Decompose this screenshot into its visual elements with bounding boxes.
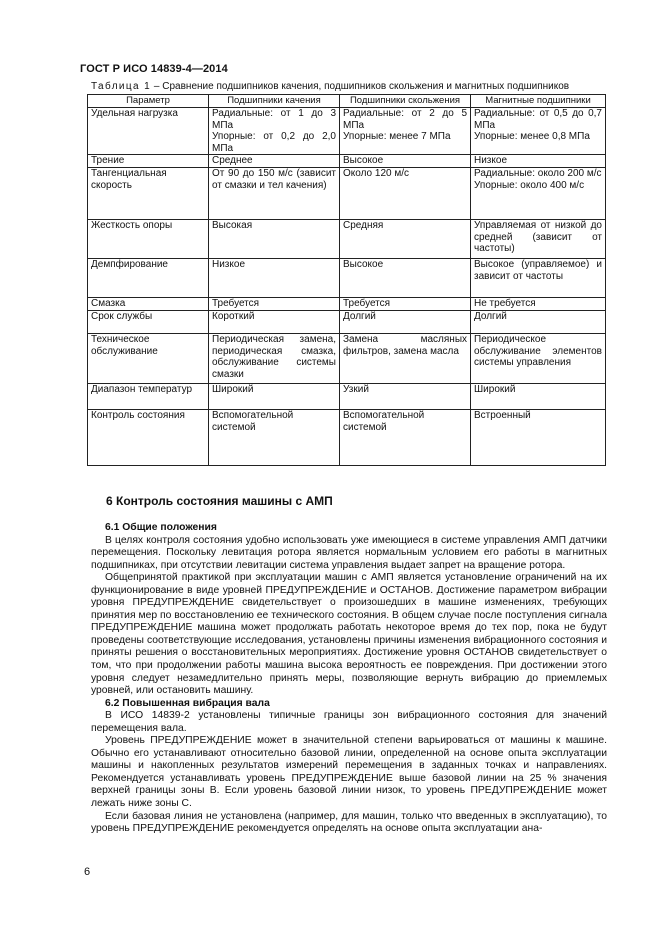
cell-line: Вспомогательной системой (212, 410, 294, 433)
table-cell (88, 410, 209, 466)
cell-line: Смазка (91, 298, 126, 309)
col-header-magnetic: Магнитные подшипники (471, 95, 606, 108)
cell-line: Радиальные: от 1 до 3 МПа (212, 108, 336, 131)
cell-line: Замена масляных фильтров, замена масла (343, 334, 467, 357)
standard-header: ГОСТ Р ИСО 14839-4—2014 (80, 63, 228, 75)
table-cell (471, 220, 606, 259)
subsection-heading-6-2: 6.2 Повышенная вибрация вала (105, 697, 270, 709)
table-cell (340, 155, 471, 168)
table-cell (88, 259, 209, 298)
table-cell (340, 168, 471, 220)
cell-line: Долгий (343, 311, 376, 322)
table-cell (471, 298, 606, 311)
cell-line: Упорные: от 0,2 до 2,0 МПа (212, 131, 336, 154)
cell-line: Короткий (212, 311, 255, 322)
table-cell (340, 298, 471, 311)
table-row (88, 108, 606, 155)
paragraph: Если базовая линия не установлена (например, для машин, только что введенных в эксплуатацию), то уровень ПРЕДУПРЕЖДЕНИЕ рекомендуется определять на основе опыта эксплуатации ана- (91, 810, 607, 835)
cell-line: Жесткость опоры (91, 220, 173, 231)
cell-line: От 90 до 150 м/с (зависит от смазки и тел качения) (212, 168, 336, 191)
table-cell (471, 168, 606, 220)
cell-line: Широкий (474, 384, 516, 395)
table-cell (340, 410, 471, 466)
table-cell (471, 155, 606, 168)
cell-line: Средняя (343, 220, 384, 231)
cell-line: Контроль состояния (91, 410, 185, 421)
cell-line: Низкое (474, 155, 508, 166)
paragraph: В целях контроля состояния удобно использовать уже имеющиеся в системе управления АМП датчики перемещения. Поскольку левитация ротора является нормальным условием его работы в магнитных подшипниках, при отсутствии левитации система управления выдает запрет на вращение ротора. (91, 534, 607, 571)
table-caption (91, 81, 569, 92)
cell-line: Срок службы (91, 311, 153, 322)
cell-line: Вспомогательной системой (343, 410, 425, 433)
table-row (88, 311, 606, 334)
table-cell (209, 155, 340, 168)
table-cell (88, 384, 209, 410)
table-cell (209, 298, 340, 311)
table-cell (471, 334, 606, 384)
col-header-parameter: Параметр (88, 95, 209, 108)
table-cell (88, 334, 209, 384)
cell-line: Демпфирование (91, 259, 168, 270)
table-cell (88, 168, 209, 220)
cell-line: Около 120 м/с (343, 168, 410, 179)
col-header-rolling: Подшипники качения (209, 95, 340, 108)
cell-line: Не требуется (474, 298, 536, 309)
cell-line: Управляемая от низкой до средней (зависит от частоты) (474, 220, 602, 254)
cell-line: Удельная нагрузка (91, 108, 178, 119)
cell-line: Высокое (343, 155, 384, 166)
cell-line: Широкий (212, 384, 254, 395)
cell-line: Тангенциальная скорость (91, 168, 167, 191)
table-cell (209, 168, 340, 220)
cell-line: Радиальные: около 200 м/с (474, 168, 602, 179)
table-cell (209, 384, 340, 410)
table-cell (209, 334, 340, 384)
paragraph: В ИСО 14839-2 установлены типичные границы зон вибрационного состояния для значений перемещения вала. (91, 710, 607, 734)
table-caption-text: – Сравнение подшипников качения, подшипников скольжения и магнитных подшипников (151, 81, 570, 92)
cell-line: Радиальные: от 0,5 до 0,7 МПа (474, 108, 602, 131)
cell-line: Высокое (управляемое) и зависит от частоты (474, 259, 602, 282)
table-cell (209, 311, 340, 334)
table-header-row (88, 95, 606, 108)
table-cell (471, 384, 606, 410)
cell-line: Радиальные: от 2 до 5 МПа (343, 108, 467, 131)
table-cell (88, 220, 209, 259)
cell-line: Требуется (212, 298, 260, 309)
section-title: 6 Контроль состояния машины с АМП (106, 494, 333, 508)
table-cell (209, 259, 340, 298)
table-cell (209, 108, 340, 155)
table-row (88, 410, 606, 466)
table-cell (88, 155, 209, 168)
table-cell (209, 410, 340, 466)
cell-line: Требуется (343, 298, 391, 309)
table-caption-label: Таблица 1 (91, 81, 152, 92)
bearing-comparison-table (87, 94, 606, 466)
cell-line: Долгий (474, 311, 507, 322)
paragraph: Уровень ПРЕДУПРЕЖДЕНИЕ может в значительной степени варьироваться от машины к машине. Обычно его устанавливают относительно базовой линии, определенной на основе опыта эксплуатации машины и накопленных результатов измерений перемещения в заданных точках и направлениях. Рекомендуется устанавливать уровень ПРЕДУПРЕЖДЕНИЕ выше базовой линии на 25 % значения верхней границы зоны В. Если уровень базовой линии низок, то уровень ПРЕДУПРЕЖДЕНИЕ может лежать ниже зоны С. (91, 735, 607, 810)
table-row (88, 298, 606, 311)
cell-line: Техническое обслуживание (91, 334, 158, 357)
cell-line: Высокое (343, 259, 384, 270)
cell-line: Периодическая замена, периодическая смазка, обслуживание системы смазки (212, 334, 336, 380)
table-row (88, 168, 606, 220)
table-cell (471, 410, 606, 466)
cell-line: Упорные: около 400 м/с (474, 179, 585, 191)
cell-line: Упорные: менее 7 МПа (343, 131, 451, 142)
cell-line: Низкое (212, 259, 246, 270)
table-row (88, 220, 606, 259)
subsection-heading-6-1: 6.1 Общие положения (105, 522, 217, 533)
cell-line: Трение (91, 155, 125, 166)
cell-line: Встроенный (474, 410, 531, 421)
cell-line: Диапазон температур (91, 384, 193, 395)
cell-line: Среднее (212, 155, 253, 166)
table-row (88, 259, 606, 298)
cell-line: Периодическое обслуживание элементов системы управления (474, 334, 602, 368)
table-cell (340, 259, 471, 298)
table-cell (471, 108, 606, 155)
table-cell (88, 298, 209, 311)
table-row (88, 334, 606, 384)
cell-line: Высокая (212, 220, 253, 231)
table-cell (340, 311, 471, 334)
col-header-sliding: Подшипники скольжения (340, 95, 471, 108)
table-cell (471, 311, 606, 334)
body-text (91, 522, 607, 836)
table-cell (340, 334, 471, 384)
page-number: 6 (84, 866, 91, 878)
cell-line: Узкий (343, 384, 369, 395)
table-cell (471, 259, 606, 298)
table-cell (340, 220, 471, 259)
table-cell (209, 220, 340, 259)
cell-line: Упорные: менее 0,8 МПа (474, 131, 590, 142)
table-row (88, 384, 606, 410)
paragraph: Общепринятой практикой при эксплуатации машин с АМП является установление ограничений на их функционирование в виде уровней ПРЕДУПРЕЖДЕНИЕ и ОСТАНОВ. Достижение параметром вибрации уровня ПРЕДУПРЕЖДЕНИЕ свидетельствует о произошедших в машине изменениях, требующих принятия мер по восстановлению ее технического состояния. В общем случае после поступления сигнала ПРЕДУПРЕЖДЕНИЕ машина может продолжать работать некоторое время до тех пор, пока не будут проведены соответствующие исследования, установлены причины изменения вибрационного состояния и приняты решения о восстановительных мероприятиях. Достижение уровня ОСТАНОВ свидетельствует о том, что при продолжении работы машина высока вероятность ее повреждения. При достижении этого уровня следует незамедлительно принять меры, позволяющие вернуть вибрацию до приемлемых уровней, или остановить машину. (91, 572, 607, 697)
table-cell (340, 384, 471, 410)
table-row (88, 155, 606, 168)
table-cell (340, 108, 471, 155)
table-cell (88, 108, 209, 155)
table-cell (88, 311, 209, 334)
